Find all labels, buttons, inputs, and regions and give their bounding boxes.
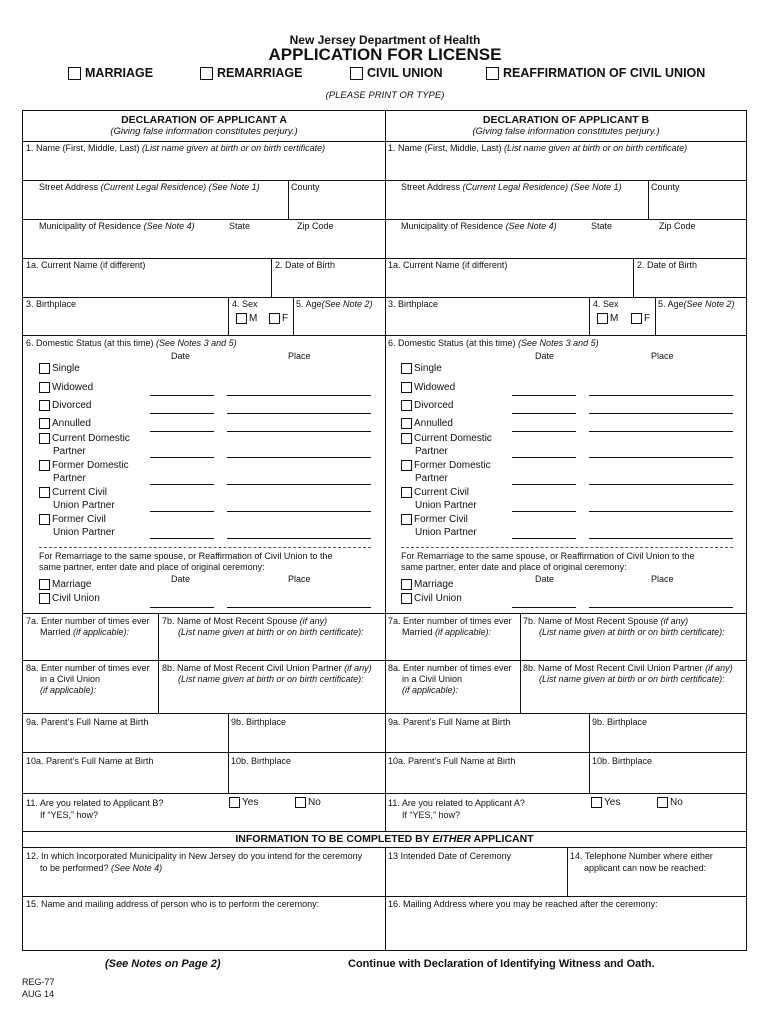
a-name-field[interactable]: 1. Name (First, Middle, Last) (List name given at birth or on birth certificate) [26,143,326,153]
telephone-field[interactable]: 14. Telephone Number where either applicant can now be reached: [570,851,713,873]
a-status-former-civil-2: Union Partner [53,527,115,538]
b-related-no[interactable]: No [657,797,683,809]
license-type-options [68,66,728,84]
notes-reference: (See Notes on Page 2) [105,958,221,970]
b-domestic-status-label: 6. Domestic Status (at this time) (See Notes 3 and 5) [388,338,599,348]
a-county-field[interactable]: County [291,182,320,192]
a-status-former-civil[interactable]: Former Civil [39,514,106,526]
agency-name: New Jersey Department of Health [289,33,481,47]
officiant-field[interactable]: 15. Name and mailing address of person who is to perform the ceremony: [26,899,320,909]
b-status-former-civil-2: Union Partner [415,527,477,538]
b-status-former-domestic[interactable]: Former Domestic [401,460,491,472]
checkbox[interactable] [39,382,50,393]
checkbox[interactable] [401,363,412,374]
checkbox[interactable] [401,418,412,429]
checkbox[interactable] [236,313,247,324]
checkbox[interactable] [631,313,642,324]
a-status-former-domestic-2: Partner [53,473,86,484]
b-status-current-civil[interactable]: Current Civil [401,487,469,499]
b-status-annulled[interactable]: Annulled [401,418,453,430]
applicant-b-heading: DECLARATION OF APPLICANT B [482,114,650,126]
checkbox[interactable] [401,460,412,471]
checkbox[interactable] [68,67,81,80]
applicant-b-header [385,114,747,138]
a-parent1-name-field[interactable]: 9a. Parent’s Full Name at Birth [26,717,149,727]
a-place-header: Place [288,351,311,361]
b-parent2-birthplace-field[interactable]: 10b. Birthplace [592,756,653,766]
b-sex-m[interactable]: M [597,313,618,325]
a-orig-civil-union[interactable]: Civil Union [39,593,100,605]
checkbox[interactable] [401,514,412,525]
a-orig-date-header: Date [171,574,191,584]
a-parent1-birthplace-field[interactable]: 9b. Birthplace [231,717,287,727]
a-status-single[interactable]: Single [39,363,80,375]
checkbox[interactable] [486,67,499,80]
option-civil-union[interactable]: CIVIL UNION [350,66,442,81]
a-status-former-domestic[interactable]: Former Domestic [39,460,129,472]
b-sex-label: 4. Sex [593,299,619,309]
a-sex-f[interactable]: F [269,313,288,325]
b-birthplace-field[interactable]: 3. Birthplace [388,299,439,309]
a-related-yes[interactable]: Yes [229,797,258,809]
b-recent-partner-field[interactable]: 8b. Name of Most Recent Civil Union Partner (if any) (List name given at birth or on birth certificate): [523,663,733,684]
applicant-a-perjury-note: (Giving false information constitutes perjury.) [110,126,298,138]
checkbox[interactable] [39,418,50,429]
a-date-header: Date [171,351,191,361]
a-related-no[interactable]: No [295,797,321,809]
checkbox[interactable] [39,487,50,498]
b-dob-field[interactable]: 2. Date of Birth [637,260,698,270]
ceremony-municipality-field[interactable]: 12. In which Incorporated Municipality in New Jersey do you intend for the ceremony to be performed? (See Note 4) [26,851,363,873]
b-orig-place-header: Place [651,574,674,584]
b-current-name-field[interactable]: 1a. Current Name (if different) [388,260,508,270]
a-dob-field[interactable]: 2. Date of Birth [275,260,336,270]
a-remarriage-note: For Remarriage to the same spouse, or Reaffirmation of Civil Union to the same partner, enter date and place of original ceremony: [39,551,333,572]
b-place-header: Place [651,351,674,361]
a-status-current-civil-2: Union Partner [53,500,115,511]
checkbox[interactable] [39,363,50,374]
a-street-field[interactable]: Street Address (Current Legal Residence) (See Note 1) [39,182,260,192]
a-age-field[interactable]: 5. Age(See Note 2) [296,299,373,309]
a-sex-label: 4. Sex [232,299,258,309]
checkbox[interactable] [401,579,412,590]
mailing-address-field[interactable]: 16. Mailing Address where you may be reached after the ceremony: [388,899,658,909]
applicant-b-perjury-note: (Giving false information constitutes perjury.) [472,126,660,138]
b-status-current-civil-2: Union Partner [415,500,477,511]
b-street-field[interactable]: Street Address (Current Legal Residence) (See Note 1) [401,182,622,192]
a-recent-partner-field[interactable]: 8b. Name of Most Recent Civil Union Partner (if any) (List name given at birth or on birth certificate): [162,663,372,684]
a-current-name-field[interactable]: 1a. Current Name (if different) [26,260,146,270]
checkbox[interactable] [401,433,412,444]
b-status-former-domestic-2: Partner [415,473,448,484]
a-status-divorced[interactable]: Divorced [39,400,91,412]
checkbox[interactable] [39,579,50,590]
b-remarriage-note: For Remarriage to the same spouse, or Reaffirmation of Civil Union to the same partner, enter date and place of original ceremony: [401,551,695,572]
checkbox[interactable] [401,593,412,604]
a-municipality-field[interactable]: Municipality of Residence (See Note 4) [39,221,195,231]
a-parent2-birthplace-field[interactable]: 10b. Birthplace [231,756,292,766]
option-reaffirmation[interactable]: REAFFIRMATION OF CIVIL UNION [486,66,705,81]
print-instruction: (PLEASE PRINT OR TYPE) [325,90,445,101]
a-status-current-domestic-2: Partner [53,446,86,457]
b-times-civil-union-field[interactable]: 8a. Enter number of times ever in a Civil Union (if applicable): [388,663,512,695]
b-orig-marriage[interactable]: Marriage [401,579,453,591]
checkbox[interactable] [39,433,50,444]
a-related-question: 11. Are you related to Applicant B? If “YES,” how? [26,798,164,820]
a-orig-place-header: Place [288,574,311,584]
form-code: REG-77 AUG 14 [22,977,55,999]
b-parent1-name-field[interactable]: 9a. Parent’s Full Name at Birth [388,717,511,727]
checkbox[interactable] [657,797,668,808]
b-times-married-field[interactable]: 7a. Enter number of times ever Married (if applicable): [388,616,512,637]
a-recent-spouse-field[interactable]: 7b. Name of Most Recent Spouse (if any) (List name given at birth or on birth certificate): [162,616,364,637]
checkbox[interactable] [39,400,50,411]
b-status-divorced[interactable]: Divorced [401,400,453,412]
a-zip-field[interactable]: Zip Code [297,221,334,231]
application-form [22,110,747,951]
b-orig-date-header: Date [535,574,555,584]
b-state-field[interactable]: State [591,221,613,231]
checkbox[interactable] [401,382,412,393]
b-sex-f[interactable]: F [631,313,650,325]
a-status-current-domestic[interactable]: Current Domestic [39,433,130,445]
b-status-current-domestic[interactable]: Current Domestic [401,433,492,445]
continue-note: Continue with Declaration of Identifying Witness and Oath. [348,958,655,970]
option-marriage[interactable]: MARRIAGE [68,66,153,81]
a-orig-marriage[interactable]: Marriage [39,579,91,591]
a-status-annulled[interactable]: Annulled [39,418,91,430]
b-related-yes[interactable]: Yes [591,797,620,809]
b-related-question: 11. Are you related to Applicant A? If “YES,” how? [388,798,525,820]
checkbox[interactable] [401,400,412,411]
checkbox[interactable] [295,797,306,808]
b-age-field[interactable]: 5. Age(See Note 2) [658,299,735,309]
checkbox[interactable] [597,313,608,324]
checkbox[interactable] [39,593,50,604]
a-state-field[interactable]: State [229,221,251,231]
b-parent2-name-field[interactable]: 10a. Parent’s Full Name at Birth [388,756,516,766]
a-sex-m[interactable]: M [236,313,257,325]
b-orig-civil-union[interactable]: Civil Union [401,593,462,605]
a-status-widowed[interactable]: Widowed [39,382,93,394]
either-applicant-heading: INFORMATION TO BE COMPLETED BY EITHER APPLICANT [235,833,534,845]
checkbox[interactable] [39,514,50,525]
a-parent2-name-field[interactable]: 10a. Parent’s Full Name at Birth [26,756,154,766]
checkbox[interactable] [350,67,363,80]
a-domestic-status-label: 6. Domestic Status (at this time) (See Notes 3 and 5) [26,338,237,348]
b-status-widowed[interactable]: Widowed [401,382,455,394]
checkbox[interactable] [229,797,240,808]
checkbox[interactable] [200,67,213,80]
a-times-civil-union-field[interactable]: 8a. Enter number of times ever in a Civil Union (if applicable): [26,663,150,695]
ceremony-date-field[interactable]: 13 Intended Date of Ceremony [388,851,512,861]
b-date-header: Date [535,351,555,361]
b-parent1-birthplace-field[interactable]: 9b. Birthplace [592,717,648,727]
b-status-former-civil[interactable]: Former Civil [401,514,468,526]
b-status-current-domestic-2: Partner [415,446,448,457]
b-municipality-field[interactable]: Municipality of Residence (See Note 4) [401,221,557,231]
applicant-a-heading: DECLARATION OF APPLICANT A [121,114,287,126]
b-name-field[interactable]: 1. Name (First, Middle, Last) (List name given at birth or on birth certificate) [388,143,688,153]
b-county-field[interactable]: County [651,182,680,192]
a-birthplace-field[interactable]: 3. Birthplace [26,299,77,309]
checkbox[interactable] [39,460,50,471]
checkbox[interactable] [269,313,280,324]
b-status-single[interactable]: Single [401,363,442,375]
b-recent-spouse-field[interactable]: 7b. Name of Most Recent Spouse (if any) (List name given at birth or on birth certificate): [523,616,725,637]
option-remarriage[interactable]: REMARRIAGE [200,66,302,81]
checkbox[interactable] [401,487,412,498]
form-title: APPLICATION FOR LICENSE [268,45,502,64]
a-status-current-civil[interactable]: Current Civil [39,487,107,499]
checkbox[interactable] [591,797,602,808]
a-times-married-field[interactable]: 7a. Enter number of times ever Married (if applicable): [26,616,150,637]
applicant-a-header [23,114,385,138]
b-zip-field[interactable]: Zip Code [659,221,696,231]
